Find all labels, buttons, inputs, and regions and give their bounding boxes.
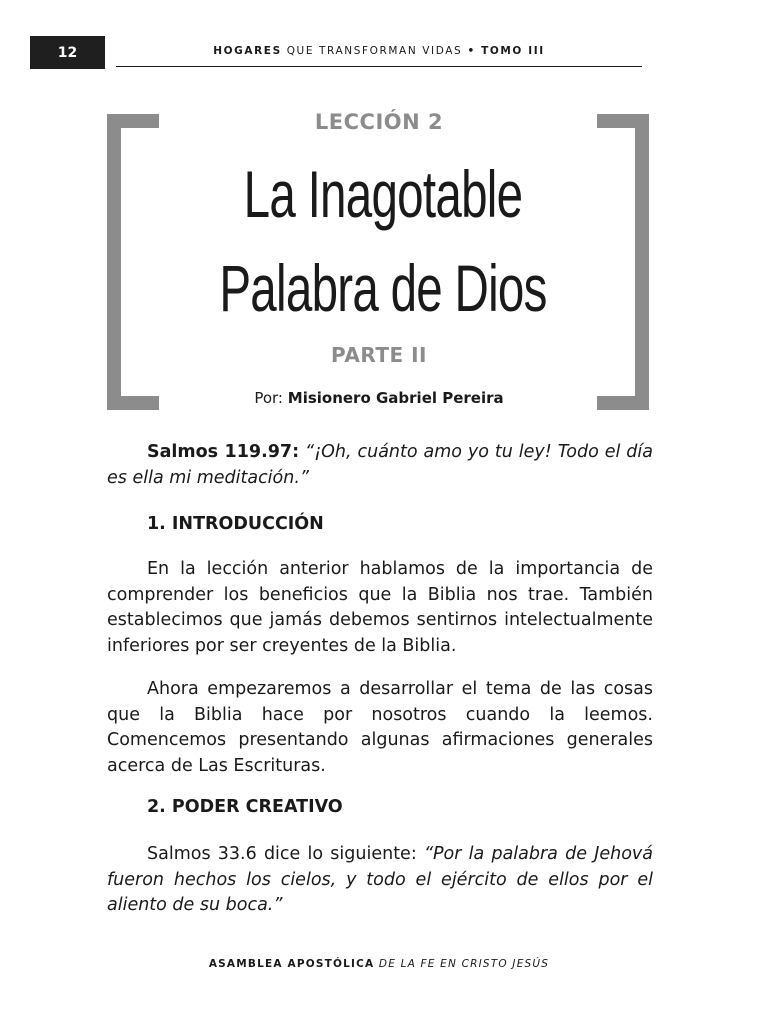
paragraph: En la lección anterior hablamos de la importancia de comprender los beneficios que la Biblia nos trae. También establecimos que jamás debemos sentirnos intelectualmente inferiores por ser creyentes de la Biblia. [107,559,653,656]
paragraph-salmos-33 [107,842,653,919]
lesson-label: LECCIÓN 2 [314,110,444,134]
byline-prefix: Por: [254,389,288,407]
paragraph-intro: Salmos 33.6 dice lo siguiente: [147,844,424,864]
running-header [118,45,640,57]
section-heading-poder-creativo: 2. PODER CREATIVO [147,797,343,817]
title-line-2: Palabra de Dios [219,251,547,325]
footer-org-italic: DE LA FE EN CRISTO JESÚS [374,958,550,970]
volume-label: TOMO III [481,45,545,57]
epigraph [107,440,653,491]
paragraph: Ahora empezaremos a desarrollar el tema de las cosas que la Biblia hace por nosotros cuando la leemos. Comencemos presentando algunas afirmaciones generales acerca de Las Escrituras. [107,679,653,776]
epigraph-quote: “¡Oh, cuánto amo yo tu ley! Todo el día es ella mi meditación.” [107,442,653,488]
running-footer [0,958,758,970]
page-number: 12 [30,36,105,69]
byline [0,389,758,407]
title-line-1: La Inagotable [243,157,523,231]
header-separator: • [462,45,482,57]
part-label: PARTE II [331,343,427,367]
epigraph-reference: Salmos 119.97: [147,442,300,462]
footer-org-bold: ASAMBLEA APOSTÓLICA [208,958,375,970]
section-heading-introduccion: 1. INTRODUCCIÓN [147,514,324,534]
running-title-rest: QUE TRANSFORMAN VIDAS [281,45,463,57]
author-name: Misionero Gabriel Pereira [287,389,504,407]
header-rule [116,66,642,67]
running-title-bold: HOGARES [213,45,282,57]
scripture-quote: “Por la palabra de Jehová fueron hechos los cielos, y todo el ejército de ellos por el aliento de su boca.” [107,844,654,915]
